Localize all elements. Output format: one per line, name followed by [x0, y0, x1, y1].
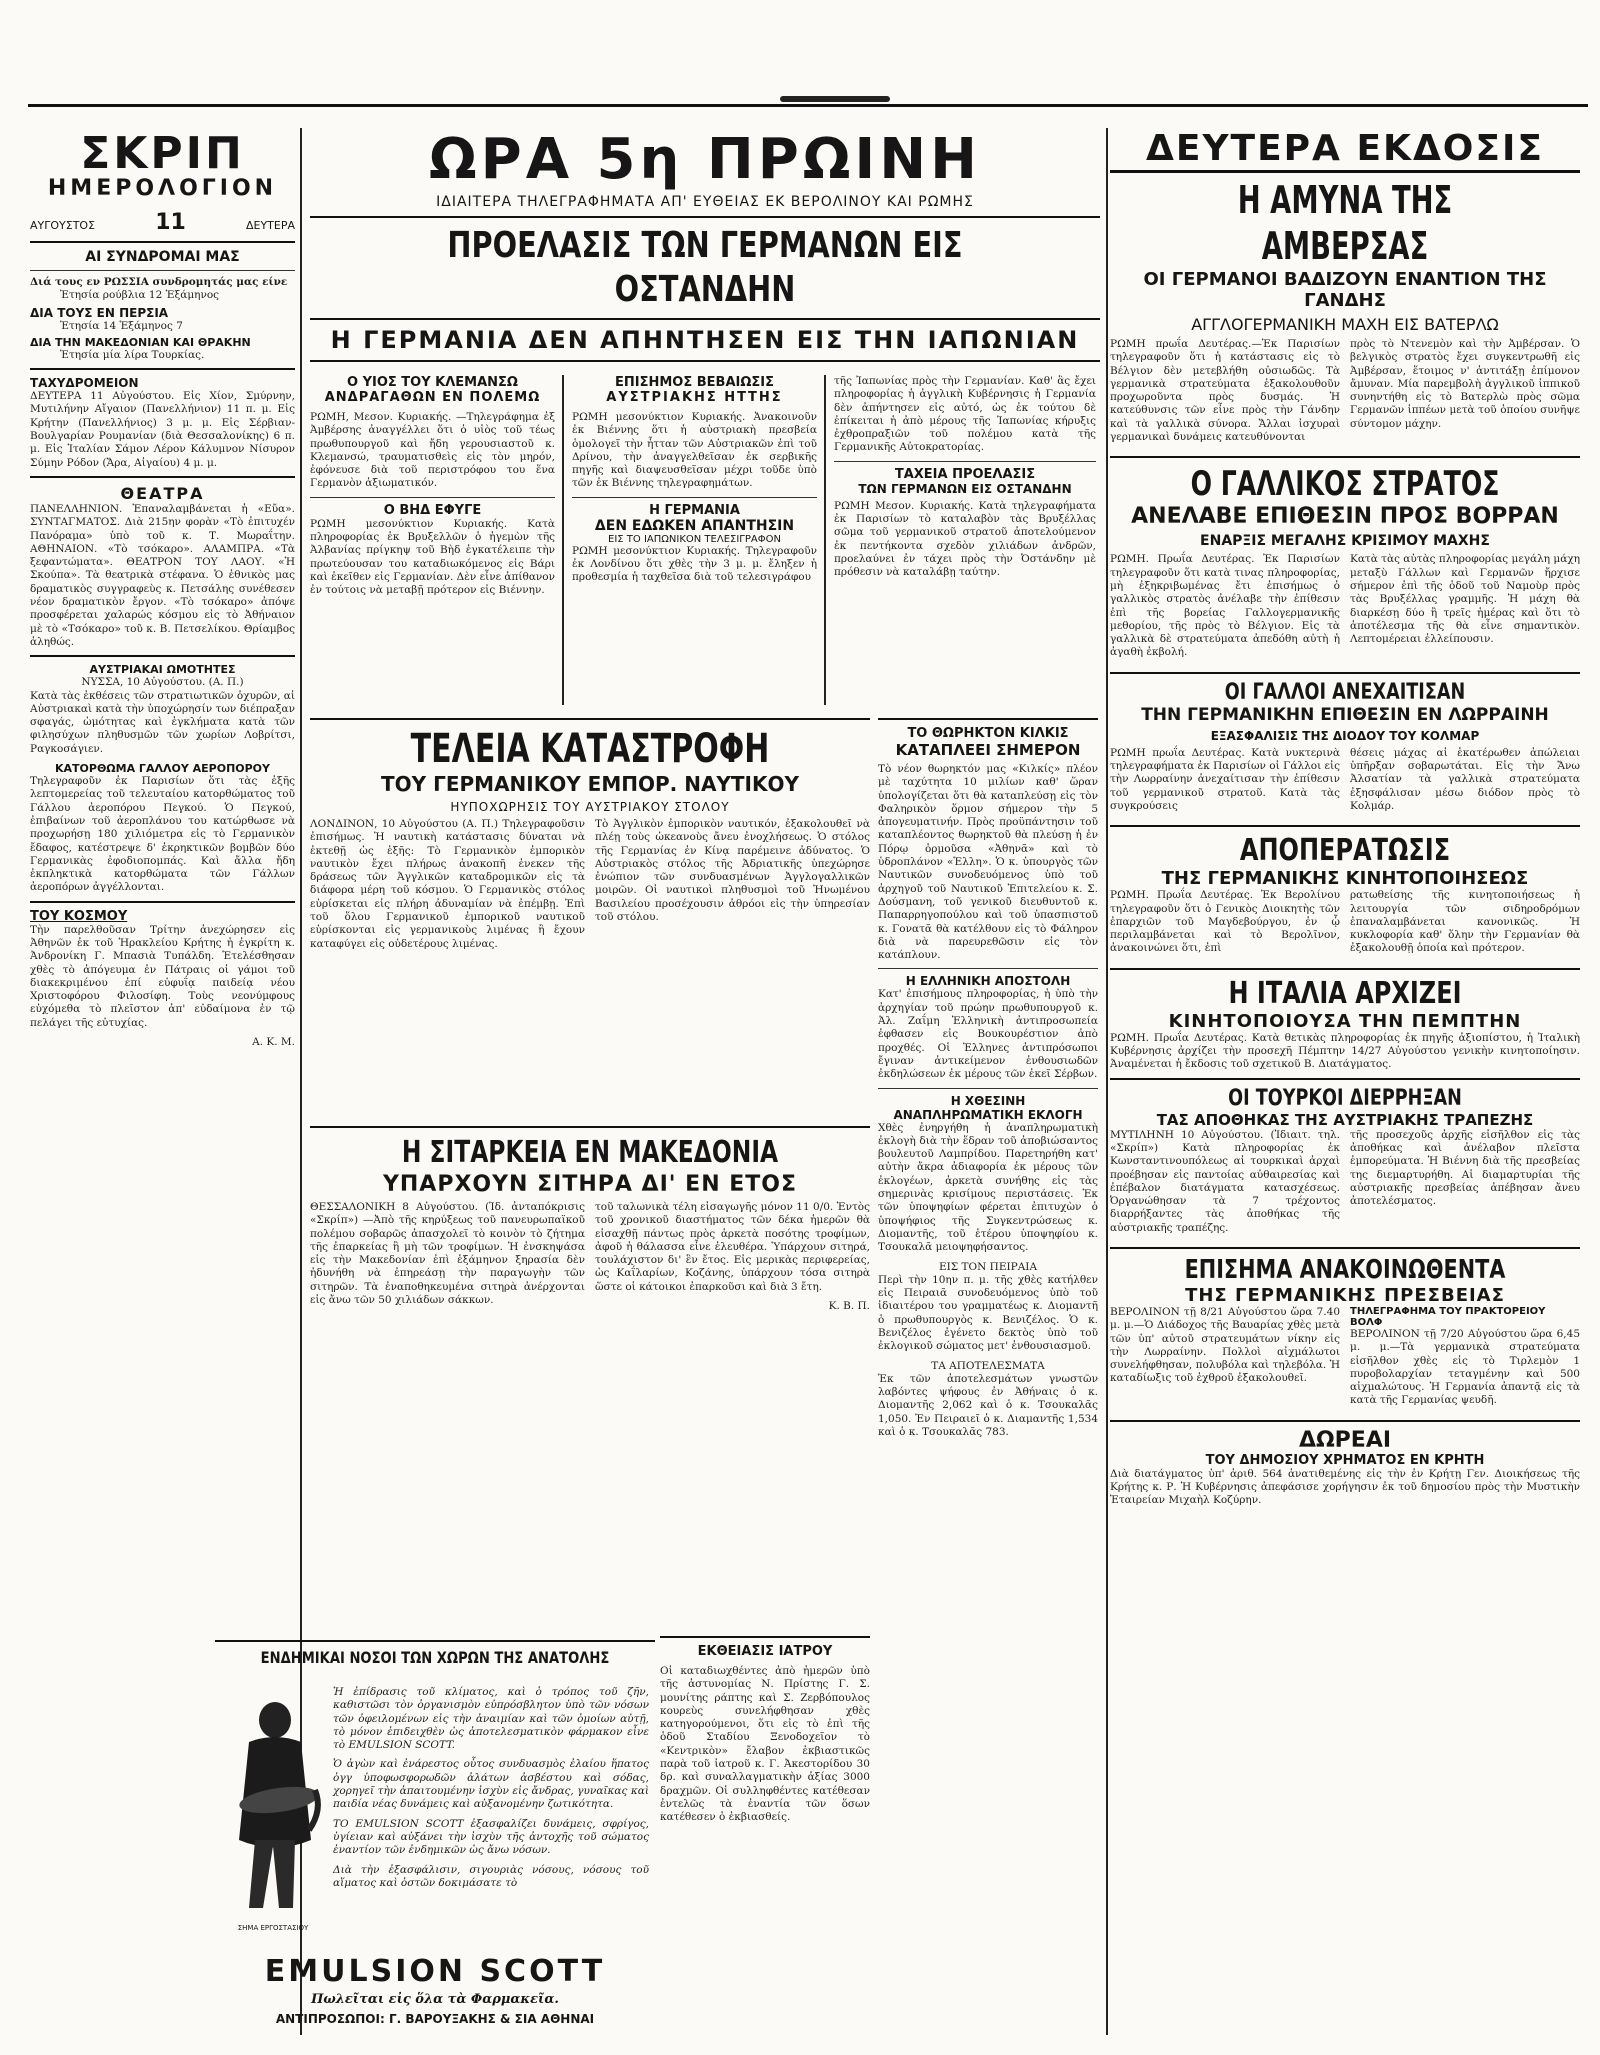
- lorraine-headline: ΟΙ ΓΑΛΛΟΙ ΑΝΕΧΑΙΤΙΣΑΝ: [1224, 679, 1466, 705]
- election-results-heading: ΤΑ ΑΠΟΤΕΛΕΣΜΑΤΑ: [931, 1359, 1045, 1372]
- doctor-story: [660, 1630, 870, 2030]
- mobilization-headline: ΑΠΟΠΕΡΑΤΩΣΙΣ: [1239, 833, 1451, 869]
- sitira-signature: Κ. Β. Π.: [828, 1300, 870, 1313]
- subscriptions-persia-price: Ἐτησία 14 Ἑξάμηνος 7: [60, 319, 183, 332]
- embassy-text-left: ΒΕΡΟΛΙΝΟΝ τῇ 8/21 Αὐγούστου ὥρα 7.40 μ. μ.—Ὁ Διάδοχος τῆς Βαυαρίας χθὲς μετὰ τῶν ὑπ' αὐτοῦ στρατευμάτων νίκην εἰς τὴν Λωρραίνην. Πολλοὶ αἰχμάλωτοι συνελήφθησαν, πολυβόλα καὶ τηλεβόλα. Ἡ καταδίωξις τοῦ ἐχθροῦ ἐξακολουθεῖ.: [1110, 1305, 1340, 1385]
- french-army-sub-1: ΑΝΕΛΑΒΕ ΕΠΙΘΕΣΙΝ ΠΡΟΣ ΒΟΡΡΑΝ: [1131, 504, 1559, 530]
- scott-trademark: ΣΗΜΑ ΕΡΓΟΣΤΑΣΙΟΥ: [237, 1924, 309, 1932]
- ostend-heading-1: ΤΑΧΕΙΑ ΠΡΟΕΛΑΣΙΣ: [894, 466, 1036, 482]
- election-subheading: ΕΙΣ ΤΟΝ ΠΕΙΡΑΙΑ: [938, 1260, 1038, 1273]
- subscriptions-macedonia: ΔΙΑ ΤΗΝ ΜΑΚΕΔΟΝΙΑΝ ΚΑΙ ΘΡΑΚΗΝ: [30, 335, 251, 349]
- divider: [30, 655, 295, 657]
- divider: [310, 718, 870, 720]
- embassy-sub: ΤΗΣ ΓΕΡΜΑΝΙΚΗΣ ΠΡΕΣΒΕΙΑΣ: [1185, 1284, 1505, 1306]
- column-rule: [1106, 128, 1108, 2035]
- embassy-text-right: ΒΕΡΟΛΙΝΟΝ τῇ 7/20 Αὐγούστου ὥρα 6,45 μ. μ.—Τὰ γερμανικὰ στρατεύματα εἰσῆλθον χθὲς εἰς τὸ Τιρλεμὸν 1 πυροβολαρχίαν τεταγμένην καὶ 500 αἰχμαλώτους. Ἡ Γερμανία ἀπαντᾷ εἰς τὰ κατὰ τῆς Γερμανίας ψευδῆ.: [1350, 1327, 1580, 1407]
- header-ornament: [780, 96, 890, 102]
- election-heading-2: ΑΝΑΠΛΗΡΩΜΑΤΙΚΗ ΕΚΛΟΓΗ: [893, 1107, 1083, 1122]
- italy-sub: ΚΙΝΗΤΟΠΟΙΟΥΣΑ ΤΗΝ ΠΕΜΠΤΗΝ: [1168, 1010, 1522, 1032]
- italy-headline: Η ΙΤΑΛΙΑ ΑΡΧΙΖΕΙ: [1228, 975, 1462, 1011]
- divider: [310, 216, 1100, 218]
- masthead-title: ΣΚΡΙΠ: [80, 128, 245, 179]
- noanswer-heading-2: ΔΕΝ ΕΔΩΚΕΝ ΑΠΑΝΤΗΣΙΝ: [594, 517, 795, 534]
- doctor-heading: ΕΚΘΕΙΑΣΙΣ ΙΑΤΡΟΥ: [697, 1644, 833, 1659]
- sitira-body: [310, 1201, 870, 1319]
- catastrophe-section: [310, 712, 870, 957]
- noanswer-heading-3: ΕΙΣ ΤΟ ΙΑΠΩΝΙΚΟΝ ΤΕΛΕΣΙΓΡΑΦΟΝ: [608, 533, 781, 545]
- divider: [30, 476, 295, 478]
- atrocities-dateline: ΝΥΣΣΑ, 10 Αὐγούστου. (Α. Π.): [81, 676, 244, 689]
- divider: [1110, 968, 1580, 970]
- scott-sold: Πωλεῖται εἰς ὅλα τὰ Φαρμακεῖα.: [311, 1992, 559, 2007]
- divider: [1110, 1247, 1580, 1249]
- banner-headline: ΠΡΟΕΛΑΣΙΣ ΤΩΝ ΓΕΡΜΑΝΩΝ ΕΙΣ ΟΣΤΑΝΔΗΝ: [447, 225, 963, 310]
- divider: [878, 1088, 1098, 1089]
- french-army-headline: Ο ΓΑΛΛΙΚΟΣ ΣΤΡΑΤΟΣ: [1190, 464, 1500, 505]
- atrocities-heading: ΑΥΣΤΡΙΑΚΑΙ ΩΜΟΤΗΤΕΣ: [89, 663, 236, 677]
- scott-text-2: Ὁ ἀγὼν καὶ ἐνάρεστος οὗτος συνδυασμὸς ἐλαίου ἥπατος ὁγγ ὑποφωσφορωδῶν ἀλάτων ἀσβέστου καὶ σόδας, χορηγεῖ τὴν ἀπαιτουμένην ἰσχὺν εἰς ἄνδρας, γυναῖκας καὶ παιδία νέας δυνάμεις καὶ αὐξανομένην ζωτικότητα.: [333, 1758, 649, 1811]
- post-text: ΔΕΥΤΕΡΑ 11 Αὐγούστου. Εἰς Χίον, Σμύρνην, Μυτιλήνην Αἴγαιον (Πανελλήνιον) 11 π. μ. Εἰς Κρήτην (Πανελλήνιος) 3 μ. μ. Εἰς Σέρβιαν-Βουλγαρίαν Ρουμανίαν (διὰ Θεσσαλονίκης) 6 π. μ. Εἰς Ἰταλίαν Σάμον Λέρον Κάλυμνον Νίσυρον Σύμην Ρόδον (Ἄρα, Αἰγαίου) 4 μ. μ.: [30, 390, 295, 469]
- election-heading-1: Η ΧΘΕΣΙΝΗ: [950, 1093, 1026, 1108]
- embassy-right-heading: ΤΗΛΕΓΡΑΦΗΜΑ ΤΟΥ ΠΡΑΚΤΟΡΕΙΟΥ ΒΟΛΦ: [1350, 1305, 1546, 1328]
- sitira-section: [310, 1120, 870, 1319]
- kleist-heading-2: ΑΝΔΡΑΓΑΘΩΝ ΕΝ ΠΟΛΕΜΩ: [324, 390, 541, 405]
- divider: [310, 360, 1100, 362]
- ostend-heading-2: ΤΩΝ ΓΕΡΜΑΝΩΝ ΕΙΣ ΟΣΤΑΝΔΗΝ: [858, 481, 1072, 496]
- second-edition-banner: ΔΕΥΤΕΡΑ ΕΚΔΟΣΙΣ: [1110, 128, 1580, 173]
- scott-body: [333, 1686, 649, 1896]
- antwerp-headline: Η ΑΜΥΝΑ ΤΗΣ ΑΜΒΕΡΣΑΣ: [1237, 178, 1453, 268]
- italy-text: ΡΩΜΗ. Πρωΐα Δευτέρας. Κατὰ θετικὰς πληροφορίας ἐκ πηγῆς ἀξιοπίστου, ἡ Ἰταλικὴ Κυβέρνησις ἀρχίζει τὴν προσεχῆ Πέμπτην 14/27 Αὐγούστου γενικὴν κινητοποίησιν. Ἀναμένεται ἡ ἔκδοσις τοῦ σχετικοῦ Β. Διατάγματος.: [1110, 1031, 1580, 1071]
- dreadnought-heading-2: ΚΑΤΑΠΛΕΕΙ ΣΗΜΕΡΟΝ: [895, 741, 1081, 759]
- scott-brand: EMULSION SCOTT: [264, 1954, 606, 1989]
- noanswer-text: ΡΩΜΗ μεσονύκτιον Κυριακής. Τηλεγραφοῦν ἐκ Λονδίνου ὅτι χθὲς τὴν 3 μ. μ. ἔληξεν ἡ προθεσμία ἡ ταχθεῖσα διὰ τοῦ τελεσιγράφου: [572, 544, 817, 584]
- gifts-text: Διὰ διατάγματος ὑπ' ἀριθ. 564 ἀνατιθεμένης εἰς τὴν ἐν Κρήτῃ Γεν. Διοικήσεως τῆς Κρήτης κ. Ρ. Ἡ Κυβέρνησις ἀπεφάσισε χορήγησιν ἐκ τοῦ δημοσίου πρὸς τὴν Μυστικὴν Ἑταιρείαν Μιχαὴλ Κοζύρην.: [1110, 1467, 1580, 1507]
- top-rule: [28, 104, 1588, 107]
- divider: [1110, 672, 1580, 674]
- kleist-heading-1: Ο ΥΙΟΣ ΤΟΥ ΚΛΕΜΑΝΣΩ: [347, 375, 518, 390]
- election-text: Χθὲς ἐνηργήθη ἡ ἀναπληρωματικὴ ἐκλογὴ διὰ τὴν ἕδραν τοῦ ἀποβιώσαντος βουλευτοῦ Λαμπρίδου. Παρετηρήθη κατ' αὐτὴν ἄκρα ἀδιαφορία ἐκ μέρους τῶν ἐκλογέων, ἀρκετὰ συνήθης εἰς τὰς σημερινὰς κρισίμους περιστάσεις. Ἐκ τῶν ὑποψηφίων φέρεται ἐπιτυχὼν ὁ ὑποψήφιος τῆς Συγκεντρώσεως κ. Διομαντῆς, τοῦ ἑτέρου ὑποψηφίου κ. Τσουκαλᾶ μειοψηφήσαντος.: [878, 1121, 1098, 1254]
- divider: [1110, 1420, 1580, 1422]
- theatres-heading: ΘΕΑΤΡΑ: [120, 483, 205, 503]
- divider: [30, 901, 295, 903]
- date-line: [30, 210, 295, 235]
- divider: [30, 368, 295, 370]
- masthead: [30, 128, 295, 202]
- subscriptions-macedonia-price: Ἐτησία μία λίρα Τουρκίας.: [60, 348, 205, 361]
- election-text-2: Περὶ τὴν 10ην π. μ. τῆς χθὲς κατήλθεν εἰς Πειραιᾶ συνοδευόμενος ὑπὸ τοῦ ἰδιαιτέρου του γραμματέως κ. Διομαντῆ ὁ πρωθυπουργὸς κ. Βενιζέλος. Ὁ κ. Βενιζέλος ἐγένετο δεκτὸς ὑπὸ τοῦ ἐκλογικοῦ σώματος μετ' ἐνθουσιασμοῦ.: [878, 1273, 1098, 1353]
- divider: [1110, 825, 1580, 827]
- embassy-headline: ΕΠΙΣΗΜΑ ΑΝΑΚΟΙΝΩΘΕΝΤΑ: [1184, 1254, 1506, 1285]
- embassy-body: [1110, 1306, 1580, 1414]
- doctor-text: Οἱ καταδιωχθέντες ἀπὸ ἡμερῶν ὑπὸ τῆς ἀστυνομίας Ν. Πρίστης Γ. Σ. μουνίτης ράπτης καὶ Σ. Ζερβόπουλος κουρεὺς συνελήφθησαν χθὲς κατηγορούμενοι, ὅτι εἰς τὸ ἐπὶ τῆς ὁδοῦ Σταδίου Ξενοδοχεῖον τὸ «Κεντρικὸν» ἔλαβον ἐκβιαστικῶς παρὰ τοῦ ἰατροῦ κ. Γ. Ἀκεστορίδου 30 δρ. καὶ συναλλαγματικὴν ἀξίας 3000 δραχμῶν. Οἱ συλληφθέντες κατέθεσαν ἐντελῶς τὰ ἐναντία τῶν ὅσων κατέθεσεν ὁ ἐκβιασθείς.: [660, 1665, 870, 1824]
- post-heading: ΤΑΧΥΔΡΟΜΕΙΟΝ: [30, 376, 139, 391]
- divider: [878, 718, 1098, 720]
- french-army-text-right: Κατὰ τὰς αὐτὰς πληροφορίας μεγάλη μάχη μεταξὺ Γάλλων καὶ Γερμανῶν ἤρχισε σήμερον ἐπὶ τῆς ὁδοῦ τοῦ Ναμοὺρ πρὸς τὰς Βρυξέλλας γραμμῆς. Ἡ μάχη θὰ διαρκέσῃ δύο ἢ τρεῖς ἡμέρας καὶ ὅτι τὸ ἀποτέλεσμα τῆς θὰ εἶνε σημαντικὸν. Λεπτομέρειαι ἐλλείπουσιν.: [1350, 553, 1580, 646]
- banner-subtitle: ΙΔΙΑΙΤΕΡΑ ΤΗΛΕΓΡΑΦΗΜΑΤΑ ΑΠ' ΕΥΘΕΙΑΣ ΕΚ ΒΕΡΟΛΙΝΟΥ ΚΑΙ ΡΩΜΗΣ: [436, 194, 974, 210]
- antwerp-text-right: πρὸς τὸ Ντενεμὸν καὶ τὴν Ἀμβέρσαν. Ὁ βελγικὸς στρατὸς ἔχει συγκεντρωθῆ εἰς Ἀμβέρσαν, ἕτοιμος ν' ἀντιτάξῃ ἐπίμονον ἄμυναν. Μία παρεμβολὴ ἀγγλικοῦ ἱππικοῦ συνηντήθη εἰς τὸ Βατερλὼ πρὸς σῶμα Γερμανῶν ἱππέων μετὰ τοῦ ὁποίου συνῆψε σύντομον μάχην.: [1350, 338, 1580, 430]
- catastrophe-subheadline-2: ΗΥΠΟΧΩΡΗΣΙΣ ΤΟΥ ΑΥΣΤΡΙΑΚΟΥ ΣΤΟΛΟΥ: [450, 800, 730, 814]
- bied-heading: Ο ΒΗΔ ΕΦΥΓΕ: [383, 502, 482, 518]
- column-rule: [824, 375, 826, 705]
- divider: [310, 1126, 870, 1128]
- right-column: [1110, 128, 1580, 2035]
- sitira-subheadline: ΥΠΑΡΧΟΥΝ ΣΙΤΗΡΑ ΔΙ' ΕΝ ΕΤΟΣ: [382, 1172, 798, 1197]
- antwerp-text-left: ΡΩΜΗ πρωΐα Δευτέρας.—Ἐκ Παρισίων τηλεγραφοῦν ὅτι ἡ κατάστασις εἰς τὸ Βέλγιον δὲν μετεβλήθη οὐσιωδῶς. Τὰ γερμανικὰ στρατεύματα ἐξακολουθοῦν προχωροῦντα πρὸς δυσμάς. Ἡ κατεύθυνσις τῶν εἶνε πρὸς τὴν Γάνδην καὶ τὰ γαλλικὰ σύνορα. Ἄλλαι ἰσχυραὶ γερμανικαὶ δυνάμεις κατευθύνονται: [1110, 338, 1340, 444]
- noanswer-heading-1: Η ΓΕΡΜΑΝΙΑ: [649, 502, 740, 518]
- dreadnought-text: Τὸ νέον θωρηκτόν μας «Κιλκίς» πλέον μὲ ταχύτητα 10 μιλίων καθ' ὥραν ὑπολογίζεται ὅτι θὰ καταπλεύσῃ εἰς τὸν Φαληρικὸν ὅρμον σήμερον τὴν 5 ἀπογευματινήν. Πρὸς προϋπάντησιν τοῦ καταπλέοντος θωρηκτοῦ θὰ πλεύσῃ ἡ ἐν Πόρῳ ὁρμοῦσα «Ἀθηνᾶ» καὶ τὸ ὑδροπλάνον «Ἑλλη». Ὁ κ. ὑπουργὸς τῶν Ναυτικῶν συνοδευόμενος ὑπὸ τοῦ ἀρχηγοῦ τοῦ Ναυτικοῦ Ἐπιτελείου κ. Σ. Δούσμανη, τοῦ γενικοῦ διευθυντοῦ κ. Παπαρρηγοπούλου καὶ τοῦ ὑπασπιστοῦ κ. Γονατᾶ θὰ κατέλθουν εἰς τὸ Φάληρον διὰ νὰ παρευρεθῶσιν εἰς τὸν κατάπλουν.: [878, 763, 1098, 962]
- catastrophe-headline: ΤΕΛΕΙΑ ΚΑΤΑΣΤΡΟΦΗ: [410, 726, 770, 772]
- kleist-text: ΡΩΜΗ, Μεσον. Κυριακής. —Τηλεγράφημα ἐξ Ἀμβέρσης ἀναγγέλλει ὅτι ὁ υἱὸς τοῦ τέως πρωθυπουργοῦ καὶ ἤδη γερουσιαστοῦ κ. Κλεμανσώ, τραυματισθεὶς εἰς τὸν μηρόν, ἐφόνευσε διὰ τοῦ περιστρόφου του ἕνα Γερμανὸν ἀξιωματικόν.: [310, 411, 555, 490]
- mobilization-text-right: ρατωθείσης τῆς κινητοποιήσεως ἡ λειτουργία τῶν σιδηροδρόμων ἐπαναλαμβάνεται κανονικῶς. Ἡ κυκλοφορία καθ' ὅλην τὴν Γερμανίαν θὰ ἐξακολουθῇ ὁποία καὶ πρότερον.: [1350, 889, 1580, 955]
- mission-heading: Η ΕΛΛΗΝΙΚΗ ΑΠΟΣΤΟΛΗ: [905, 974, 1071, 989]
- scott-advert: [215, 1640, 655, 2032]
- antwerp-sub-2: ΑΓΓΛΟΓΕΡΜΑΝΙΚΗ ΜΑΧΗ ΕΙΣ ΒΑΤΕΡΛΩ: [1191, 315, 1499, 334]
- date-weekday: ΔΕΥΤΕΡΑ: [245, 219, 295, 232]
- turks-headline: ΟΙ ΤΟΥΡΚΟΙ ΔΙΕΡΡΗΞΑΝ: [1228, 1085, 1462, 1111]
- japan-text: τῆς Ἰαπωνίας πρὸς τὴν Γερμανίαν. Καθ' ἃς ἔχει πληροφορίας ἡ ἀγγλικὴ Κυβέρνησις ἡ Γερμανία δὲν ἀπήντησεν εἰς αὐτό, ὡς ἐκ τούτου δὲ ἐπίκειται ἡ ἀπὸ μέρους τῆς Ἰαπωνίας κήρυξις ἐχθροπραξιῶν τοῦ πολέμου κατὰ τῆς Γερμανικῆς Αὐτοκρατορίας.: [834, 375, 1096, 454]
- sitira-text-left: ΘΕΣΣΑΛΟΝΙΚΗ 8 Αὐγούστου. (Ἰδ. ἀνταπόκρισις «Σκρίπ») —Ἀπὸ τῆς κηρύξεως τοῦ πανευρωπαϊκοῦ πολέμου σοβαρῶς ἀπασχολεῖ τὸ κοινὸν τὸ ζήτημα τῆς ἐπαρκείας ἢ μὴ τῶν τροφίμων. Ἡ ἐνσκηψάσα εἰς τὴν Μακεδονίαν ἐπὶ ἑξάμηνον ξηρασία δὲν ἠδυνήθη νὰ ἐπηρεάσῃ τὴν παραγωγὴν τῶν σιτηρῶν. Τὰ ἐναποθηκευμένα σιτηρὰ ἀνέρχονται εἰς ἄνω τῶν 50 χιλιάδων σάκκων.: [310, 1201, 585, 1307]
- world-signature: Α. Κ. Μ.: [252, 1036, 295, 1049]
- theatres-text: ΠΑΝΕΛΛΗΝΙΟΝ. Ἐπαναλαμβάνεται ἡ «Εὔα». ΣΥΝΤΑΓΜΑΤΟΣ. Διὰ 215ην φορὰν «Τὸ ἐπιτυχέν Πανόραμα» ὑπὸ τοῦ κ. Τ. Μωραΐτην. ΑΘΗΝΑΙΟΝ. «Τὸ τσόκαρο». ΑΛΑΜΠΡΑ. «Τὰ ξεφαντώματα». ΘΕΑΤΡΟΝ ΤΟΥ ΛΑΟΥ. «Ἡ Σκούπα». Τὰ θεατρικὰ στέφανα. Ὁ ἑθνικὸς μας δραματικὸς συγγραφεὺς κ. Πετσάλης συνέθεσεν νέον δραματικὸν ἔργον. «Τὸ τσόκαρο» ἀπόψε προσφέρεται χαλαρώς κόσμου εἰς τὸ Ἀθήναιον μὲ τὸ «Τσόκαρο» τοῦ κ. Β. Πετσελίκου. Θρίαμβος ἀληθώς.: [30, 502, 295, 648]
- japan-story: [834, 375, 1096, 586]
- divider: [1110, 456, 1580, 458]
- aeroplane-text: Τηλεγραφοῦν ἐκ Παρισίων ὅτι τὰς ἐξῆς λεπτομερείας τοῦ τελευταίου κατορθώματος τοῦ Γάλλου ἀεροπόρου Πεγκού. Ὁ Πεγκού, ἐπιβαίνων τοῦ ἀεροπλάνου του κατώρθωσε νὰ προχωρήσῃ 180 χιλιόμετρα εἰς τὸ Γερμανικὸν ἔδαφος, κατέστρεψε δ' ἐκρηκτικῶν βομβῶν δύο Γερμανικὰς ἐφοδιοπομπάς. Καὶ ἄλλα ἤδη ἐκπληκτικὰ κατορθώματα τῶν Γάλλων ἀεροπόρων ἀγγέλλονται.: [30, 775, 295, 894]
- official-text: ΡΩΜΗ μεσονύκτιον Κυριακής. Ἀνακοινοῦν ἐκ Βιέννης ὅτι ἡ αὐστριακὴ πρεσβεία ὁμολογεῖ τὴν ἧτταν τῶν Αὐστριακῶν ἐπὶ τοῦ Δρίνου, τὴν ἀναγγελθεῖσαν ἐκ σερβικῆς πηγῆς καὶ διαψευσθεῖσαν μέχρι τοῦδε ὑπὸ τῶν ἐκ Βιέννης τηλεγραφημάτων.: [572, 411, 817, 490]
- banner-columns: [310, 375, 1100, 705]
- divider: [660, 1636, 870, 1638]
- world-text: Τὴν παρελθοῦσαν Τρίτην ἀνεχώρησεν εἰς Ἀθηνῶν ἐκ τοῦ Ἡρακλείου Κρήτης ἡ ἐγκρίτη κ. Ἀνδρονίκη Γ. Μπασιὰ Τυπάλδη. Ἐτελέσθησαν χθὲς τὸ ἀπόγευμα ἐν Πάτραις οἱ γάμοι τοῦ διακεκριμένου ἐπί εὐφυΐᾳ παιδείᾳ νέου Χριστοφόρου Φιλοσίφη. Τοὺς νεονύμφους εὐχόμεθα τὸ πλεῖστον ἀπ' εὐδαίμονα ἐν τῷ πελάγει τῆς εὐτυχίας.: [30, 923, 295, 1029]
- aeroplane-heading: ΚΑΤΟΡΘΩΜΑ ΓΑΛΛΟΥ ΑΕΡΟΠΟΡΟΥ: [54, 762, 270, 776]
- mobilization-text-left: ΡΩΜΗ. Πρωΐα Δευτέρας. Ἐκ Βερολίνου τηλεγραφοῦν ὅτι ὁ Γενικὸς Διοικητὴς τῶν ἐπαρχιῶν τοῦ Μαγδεβούργου, ἐν ᾧ περιλαμβάνεται καὶ τὸ Βερολῖνον, ἀνακοινώνει ὅτι, ἐπὶ: [1110, 889, 1340, 955]
- world-heading: ΤΟΥ ΚΟΣΜΟΥ: [30, 908, 128, 924]
- turks-text-left: ΜΥΤΙΛΗΝΗ 10 Αὐγούστου. (Ἰδιαιτ. τηλ. «Σκρίπ») Κατὰ πληροφορίας ἐκ Κωνσταντινουπόλεως αἱ τουρκικαὶ ἀρχαὶ προέβησαν εἰς παντοίας αὐθαιρεσίας καὶ ἐπέβαλον διατάγματα κατασχέσεως. Ὀργανώθησαν τὰ 7 τρέχοντος διαρρήξαντες τὰς ἀποθήκας τῆς αὐστριακῆς τραπέζης.: [1110, 1128, 1340, 1234]
- french-army-sub-2: ΕΝΑΡΞΙΣ ΜΕΓΑΛΗΣ ΚΡΙΣΙΜΟΥ ΜΑΧΗΣ: [1200, 533, 1490, 550]
- banner-subheadline: Η ΓΕΡΜΑΝΙΑ ΔΕΝ ΑΠΗΝΤΗΣΕΝ ΕΙΣ ΤΗΝ ΙΑΠΩΝΙΑΝ: [330, 326, 1080, 354]
- scott-figure: [219, 1690, 327, 1932]
- french-army-text-left: ΡΩΜΗ. Πρωΐα Δευτέρας. Ἐκ Παρισίων τηλεγραφοῦν ὅτι κατὰ τινας πληροφορίας, μὴ ἐξηκριβωμένας ἔτι ἐπισήμως ὁ γαλλικὸς στρατὸς ἀνέλαβε τὴν ἐπίθεσιν ἐπὶ τῆς βορείας Γαλλογερμανικῆς μεθορίου, τῆς πρὸς τὸ Βέλγιον. Εἰς τὰ γαλλικὰ δὲ στρατεύματα ἀπεδόθη αὐτὴ ἡ ἀγαθὴ ἐκβολή.: [1110, 553, 1340, 659]
- dreadnought-heading-1: ΤΟ ΘΩΡΗΚΤΟΝ ΚΙΛΚΙΣ: [907, 726, 1069, 741]
- divider: [834, 461, 1096, 462]
- official-heading-1: ΕΠΙΣΗΜΟΣ ΒΕΒΑΙΩΣΙΣ: [615, 375, 774, 390]
- sitira-text-right: τοῦ ταλωνικὰ τέλη εἰσαγωγῆς μόνον 11 0/0. Ἐντὸς τοῦ χρονικοῦ διαστήματος τῶν δέκα ἡμερῶν θὰ εἰσαχθῇ πάντως πρὸς ἀρκετὰ ποσότης τροφίμων, ἀφοῦ ἡ θάλασσα εἶνε ἐλευθέρα. Ὑπάρχουν σιτηρά, τουλάχιστον δι' ἓν ἔτος. Εἰς μερικὰς περιφερείας, ὡς Καΐλαρίων, Κοζάνης, ὑπάρχουν τόσα σιτηρὰ ὥστε οἱ κάτοικοι ἐπαρκοῦσι καὶ διὰ 3 ἔτη.: [595, 1201, 870, 1293]
- gifts-sub: ΤΟΥ ΔΗΜΟΣΙΟΥ ΧΡΗΜΑΤΟΣ ΕΝ ΚΡΗΤΗ: [1205, 1452, 1485, 1468]
- scott-agents: ΑΝΤΙΠΡΟΣΩΠΟΙ: Γ. ΒΑΡΟΥΞΑΚΗΣ & ΣΙΑ ΑΘΗΝΑΙ: [275, 2012, 595, 2026]
- subscriptions-box: [30, 249, 295, 362]
- column-rule: [562, 375, 564, 705]
- subscriptions-russia: Διά τους εν ΡΩΣΣΙΑ συνδρομητάς μας είνε: [30, 276, 288, 288]
- election-text-3: Ἐκ τῶν ἀποτελεσμάτων γνωστῶν λαβόντες ψήφους ἐν Ἀθήναις ὁ κ. Διομαντῆς 2,062 καὶ ὁ κ. Τσουκαλᾶς 1,050. Ἐν Πειραιεῖ ὁ κ. Διαμαντῆς 1,534 καὶ ὁ κ. Τσουκαλᾶς 783.: [878, 1372, 1098, 1439]
- divider: [572, 497, 817, 498]
- mobilization-sub: ΤΗΣ ΓΕΡΜΑΝΙΚΗΣ ΚΙΝΗΤΟΠΟΙΗΣΕΩΣ: [1161, 868, 1529, 890]
- official-heading-2: ΑΥΣΤΡΙΑΚΗΣ ΗΤΤΗΣ: [606, 390, 783, 405]
- antwerp-body: [1110, 338, 1580, 450]
- official-story: [572, 375, 817, 591]
- divider: [878, 968, 1098, 969]
- bied-text: ΡΩΜΗ μεσονύκτιον Κυριακής. Κατὰ πληροφορίας ἐκ Βρυξελλῶν ὁ ἡγεμὼν τῆς Ἀλβανίας πρίγκηψ τοῦ Βὴδ ἐγκατέλειπε τὴν πρωτεύουσαν του καταδιωκόμενος εἰς Βάρι καὶ ἐκεῖθεν εἰς Γερμανίαν. Δὲν εἶνε ἀπίθανον ἐν τούτοις νὰ μεταβῇ πρότερον εἰς Βιέννην.: [310, 517, 555, 597]
- antwerp-sub-1: ΟΙ ΓΕΡΜΑΝΟΙ ΒΑΔΙΖΟΥΝ ΕΝΑΝΤΙΟΝ ΤΗΣ ΓΑΝΔΗΣ: [1143, 269, 1547, 311]
- divider: [30, 241, 295, 243]
- turks-sub: ΤΑΣ ΑΠΟΘΗΚΑΣ ΤΗΣ ΑΥΣΤΡΙΑΚΗΣ ΤΡΑΠΕΖΗΣ: [1156, 1110, 1534, 1129]
- lorraine-body: [1110, 747, 1580, 819]
- mid-right-column: [878, 712, 1098, 2032]
- date-day: 11: [155, 210, 186, 235]
- catastrophe-text-left: ΛΟΝΔΙΝΟΝ, 10 Αὐγούστου (Α. Π.) Τηλεγραφοῦσιν ἐπισήμως. Ἡ ναυτικὴ κατάστασις δύναται νὰ ἐκτεθῇ ὡς ἑξῆς: Τὸ Γερμανικὸν ἐμπορικὸν ναυτικὸν ἔχει πλήρως ἀνακοπῆ ἐνεκεν τῆς δράσεως τῶν Ἀγγλικῶν καταδρομικῶν εἰς τὰ διάφορα μέρη τοῦ κόσμου. Ὁ Γερμανικὸς στόλος εὑρίσκεται εἰς πλήρη ἀδυναμίαν νὰ ἐπέμβῃ. Ἐπὶ τοῦ ὅλου Γερμανικοῦ ἐμπορικοῦ ναυτικοῦ εὑρίσκονται εἰς γερμανικοὺς λιμένας ἢ ἔχουν καταφύγει εἰς οὐδετέρους λιμένας.: [310, 818, 585, 950]
- lorraine-text-right: θέσεις μάχας αἱ ἑκατέρωθεν ἀπώλειαι ὑπῆρξαν σοβαρωτάται. Εἰς τὴν Ἄνω Ἀλσατίαν τὰ γαλλικὰ στρατεύματα ἐξησφάλισαν μέσω διόδον πρὸς τὸ Κολμάρ.: [1350, 746, 1580, 812]
- lorraine-sub-1: ΤΗΝ ΓΕΡΜΑΝΙΚΗΝ ΕΠΙΘΕΣΙΝ ΕΝ ΛΩΡΡΑΙΝΗ: [1141, 704, 1549, 725]
- scott-heading: ΕΝΔΗΜΙΚΑΙ ΝΟΣΟΙ ΤΩΝ ΧΩΡΩΝ ΤΗΣ ΑΝΑΤΟΛΗΣ: [260, 1648, 610, 1667]
- turks-body: [1110, 1129, 1580, 1241]
- divider: [310, 318, 1100, 320]
- french-army-body: [1110, 553, 1580, 665]
- catastrophe-subheadline: ΤΟΥ ΓΕΡΜΑΝΙΚΟΥ ΕΜΠΟΡ. ΝΑΥΤΙΚΟΥ: [381, 772, 799, 796]
- divider: [1110, 1078, 1580, 1080]
- gifts-headline: ΔΩΡΕΑΙ: [1298, 1427, 1392, 1453]
- lorraine-text-left: ΡΩΜΗ πρωΐα Δευτέρας. Κατὰ νυκτερινὰ τηλεγραφήματα ἐκ Παρισίων οἱ Γάλλοι εἰς τὴν Λωρραίνην ἀνεχαίτισαν τὴν ἐπίθεσιν τοῦ γερμανικοῦ στρατοῦ. Κατὰ τὰς συγκρούσεις: [1110, 746, 1340, 812]
- masthead-calendar: ΗΜΕΡΟΛΟΓΙΟΝ: [47, 176, 278, 201]
- turks-text-right: τῆς προσεχοῦς ἀρχῆς εἰσῆλθον εἰς τὰς ἀποθήκας καὶ ἀνέλαβον πλεῖστα ἐμπορεύματα. Ἡ Βιέννη διὰ τῆς πρεσβείας της διεμαρτυρήθη. Αἱ διαμαρτυρίαι τῆς αὐστριακῆς πρεσβείας ἀπέβησαν ἄνευ ἀποτελέσματος.: [1350, 1128, 1580, 1208]
- catastrophe-body: [310, 818, 870, 957]
- sitira-headline: Η ΣΙΤΑΡΚΕΙΑ ΕΝ ΜΑΚΕΔΟΝΙΑ: [401, 1135, 779, 1170]
- ostend-text: ΡΩΜΗ Μεσον. Κυριακής. Κατὰ τηλεγραφήματα ἐκ Παρισίων τὸ καταλαβὸν τὰς Βρυξέλλας σῶμα τοῦ γερμανικοῦ στρατοῦ ἀποτελούμενον ἐκ πεντήκοντα σχεδὸν χιλιάδων ἀνδρῶν, προελαύνει ἐν τάχει πρὸς τὴν Ὀστάνδην μὲ πρόθεσιν νὰ καταλάβῃ ταύτην.: [834, 499, 1096, 579]
- subscriptions-heading: ΑΙ ΣΥΝΔΡΟΜΑΙ ΜΑΣ: [85, 249, 240, 265]
- scott-text-4: Διὰ τὴν ἐξασφάλισιν, σιγουριὰς νόσους, νόσους τοῦ αἵματος καὶ ὀστῶν δοκιμάσατε τὸ: [333, 1863, 649, 1889]
- divider: [310, 497, 555, 498]
- scott-text-1: Ἡ ἐπίδρασις τοῦ κλίματος, καὶ ὁ τρόπος τοῦ ζῆν, καθιστῶσι τὸν ὀργανισμὸν εὐπρόσβλητον ὑπὸ τῶν νόσων τῶν ὀφειλομένων εἰς τὴν ἀναιμίαν καὶ τῶν ὁμοίων αὐτῇ, τὸ μόνον ἐπιδειχθὲν ὡς ἀποτελεσματικὸν φάρμακον εἶνε τὸ EMULSION SCOTT.: [333, 1686, 649, 1752]
- main-banner: [310, 127, 1100, 368]
- fisherman-icon: [219, 1690, 327, 1920]
- subscriptions-persia: ΔΙΑ ΤΟΥΣ ΕΝ ΠΕΡΣΙΑ: [30, 305, 169, 320]
- scott-text-3: ΤΟ EMULSION SCOTT ἐξασφαλίζει δυνάμεις, σφρίγος, ὑγίειαν καὶ αὐξάνει τὴν ἰσχὺν τῆς ἀντοχῆς τοῦ σώματος ἐναντίον τῶν ἐνδημικῶν ὡς ἄνω νόσων.: [333, 1817, 649, 1857]
- catastrophe-text-right: Τὸ Ἀγγλικὸν ἐμπορικὸν ναυτικόν, ἐξακολουθεῖ νὰ πλέῃ τοὺς ὠκεανοὺς ἄνευ ἐνοχλήσεως. Ὁ στόλος τῆς Γερμανίας ἐν Κίνᾳ παρέμεινε ἀδύνατος. Ὁ Αὐστριακὸς στόλος τῆς Ἀδριατικῆς ὑπεχώρησε ἐνώπιον τῶν συνδυασμένων Ἀγγλογαλλικῶν μοιρῶν. Οἱ ναυτικοὶ πληθυσμοὶ τοῦ Ἡνωμένου Βασιλείου προσέχουσιν ἀθρόοι εἰς τὴν ὑπηρεσίαν τοῦ στόλου.: [595, 818, 870, 924]
- divider: [30, 270, 295, 271]
- subscriptions-russia-price: Ἐτησία ρούβλια 12 Ἑξάμηνος: [60, 289, 220, 302]
- mobilization-body: [1110, 889, 1580, 961]
- banner-title: ΩΡΑ 5η ΠΡΩΙΝΗ: [429, 127, 981, 192]
- atrocities-text: Κατὰ τὰς ἐκθέσεις τῶν στρατιωτικῶν ὀχυρῶν, αἱ Αὐστριακαὶ κατὰ τὴν ὑποχώρησίν των διέπραξαν σφαγάς, ὡμότητας καὶ ἐγκλήματα κατὰ τῶν φιλησύχων πληθυσμῶν τῶν χωρίων Λοβρίτσι, Ραγκοσάγιεν.: [30, 689, 295, 755]
- mission-text: Κατ' ἐπισήμους πληροφορίας, ἡ ὑπὸ τὴν ἀρχηγίαν τοῦ πρώην πρωθυπουργοῦ κ. Ἀλ. Ζαΐμη Ἑλληνικὴ ἀντιπροσωπεία ἐφθασεν εἰς Βουκουρέστιον ἀπὸ προχθές. Οἱ Ἑλληνες ἀντιπρόσωποι ἔγιναν ἀντικείμενον ἐνθουσιωδῶν ἐκδηλώσεων ἐκ μέρους τῶν ἐκεῖ Σέρβων.: [878, 988, 1098, 1081]
- kleist-story: [310, 375, 555, 604]
- date-month: ΑΥΓΟΥΣΤΟΣ: [30, 219, 96, 232]
- lorraine-sub-2: ΕΞΑΣΦΑΛΙΣΙΣ ΤΗΣ ΔΙΟΔΟΥ ΤΟΥ ΚΟΛΜΑΡ: [1210, 728, 1480, 743]
